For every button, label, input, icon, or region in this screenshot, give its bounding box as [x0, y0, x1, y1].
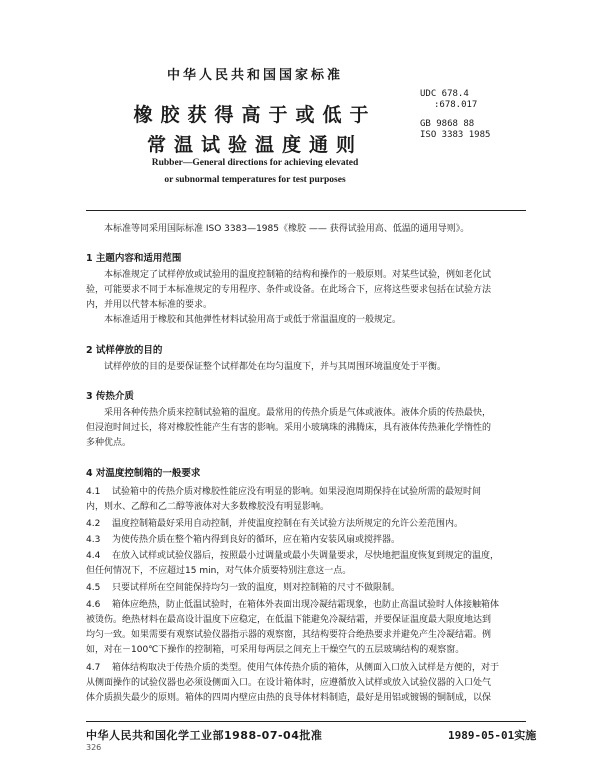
approval-line: 中华人民共和国化学工业部1988-07-04批准	[86, 729, 323, 742]
clause-line	[86, 581, 531, 596]
section-2-paragraph: 试样停放的目的是要保证整个试样都处在均匀温度下，并与其周围环境温度处于平衡。	[104, 362, 447, 372]
section-1-heading: 1 主题内容和适用范围	[86, 253, 182, 264]
clause-text: 只要试样所在空间能保持均匀一致的温度，则对控制箱的尺寸不做限制。	[112, 583, 401, 593]
section-2-heading: 2 试样停放的目的	[86, 345, 163, 356]
section-3-paragraph	[86, 406, 526, 451]
clause-line	[86, 533, 531, 548]
text-line: 验，可能要求不同于本标准规定的专用程序、条件或设备。在此场合下，应将这些要求包括在试验方法	[86, 285, 492, 295]
clause-line: 内，则水、乙醇和乙二醇等液体对大多数橡胶没有明显影响。	[86, 502, 330, 512]
text-line: 采用各种传热介质来控制试验箱的温度。最常用的传热介质是气体或液体。液体介质的传热最快，	[104, 408, 492, 418]
clause-line: 被烫伤。绝热材料在最高设计温度下应稳定，在低温下能避免冷凝结霜，并要保证温度最大限度地达到	[86, 615, 492, 625]
page-number: 326	[86, 743, 102, 752]
standard-title: 中华人民共和国国家标准	[166, 68, 343, 83]
section-1-paragraph-2: 本标准适用于橡胶和其他弹性材料试验用高于或低于常温温度的一般规定。	[104, 315, 402, 325]
clause-4-3	[86, 533, 531, 548]
clause-number: 4.7	[86, 663, 101, 673]
clause-line	[86, 517, 531, 532]
clause-number: 4.5	[86, 583, 101, 593]
clause-line: 但任何情况下，不应超过15 min，对气体介质要特别注意这一点。	[86, 566, 352, 576]
clause-4-4	[86, 549, 531, 579]
text-line: 内，并用以代替本标准的要求。	[86, 300, 213, 310]
clause-line: 体介质损失最少的原则。箱体的四周内壁应由热的良导体材料制造，最好是用铝或镀锡的铜制成，以保	[86, 693, 492, 703]
udc-code-continued: :678.017	[434, 100, 478, 110]
udc-code: UDC 678.4	[420, 89, 469, 99]
clause-number: 4.3	[86, 535, 101, 545]
section-3-heading: 3 传热介质	[86, 391, 134, 402]
english-title-line1: Rubber—General directions for achieving elevated	[151, 158, 359, 168]
clause-line: 如，对在－100℃下操作的控制箱，可采用每两层之间充上干燥空气的五层玻璃结构的观察窗。	[86, 645, 465, 655]
clause-text: 在放入试样或试验仪器后，按照最小过调量或最小失调量要求，尽快地把温度恢复到规定的温度，	[112, 551, 500, 561]
english-title-line2: or subnormal temperatures for test purposes	[164, 175, 346, 185]
intro-paragraph: 本标准等同采用国际标准 ISO 3383—1985《橡胶 —— 获得试验用高、低温的通用导则》。	[104, 224, 470, 234]
clause-text: 箱体应绝热，防止低温试验时，在箱体外表面出现冷凝结霜现象，也防止高温试验时人体接触箱体	[112, 600, 500, 610]
clause-text: 箱体结构取决于传热介质的类型。使用气体传热介质的箱体，从侧面入口放入试样是方便的，对于	[112, 663, 500, 673]
clause-line: 从侧面操作的试验仪器也必须设侧面入口。在设计箱体时，应遵循放入试样或放入试验仪器的入口处气	[86, 678, 492, 688]
clause-4-7	[86, 661, 531, 706]
text-line: 但浸泡时间过长，将对橡胶性能产生有害的影响。采用小玻璃珠的沸腾床，具有液体传热兼化学惰性的	[86, 423, 492, 433]
clause-number: 4.2	[86, 519, 101, 529]
clause-4-1	[86, 485, 531, 515]
clause-line	[86, 661, 531, 676]
header-rule	[86, 210, 526, 211]
clause-4-6	[86, 598, 531, 658]
clause-4-2	[86, 517, 531, 532]
clause-number: 4.4	[86, 551, 101, 561]
iso-code: ISO 3383 1985	[420, 130, 491, 140]
clause-4-5	[86, 581, 531, 596]
text-line: 本标准规定了试样停放或试验用的温度控制箱的结构和操作的一般原则。对某些试验，例如老化试	[104, 270, 492, 280]
document-title-line2: 常温试验温度通则	[146, 134, 363, 156]
clause-number: 4.1	[86, 487, 101, 497]
clause-line	[86, 485, 531, 500]
clause-number: 4.6	[86, 600, 101, 610]
clause-text: 为使传热介质在整个箱内得到良好的循环，应在箱内安装风扇或搅拌器。	[112, 535, 401, 545]
clause-text: 温度控制箱最好采用自动控制，并使温度控制在有关试验方法所规定的允许公差范围内。	[112, 519, 464, 529]
document-title-line1: 橡胶获得高于或低于	[133, 104, 377, 126]
text-line: 多种优点。	[86, 438, 132, 448]
footer-rule	[86, 721, 526, 722]
section-1-paragraph-1	[86, 268, 526, 313]
gb-code: GB 9868 88	[420, 119, 475, 129]
clause-line	[86, 549, 531, 564]
effective-date: 1989-05-01实施	[448, 729, 537, 742]
clause-line	[86, 598, 531, 613]
clause-text: 试验箱中的传热介质对橡胶性能应没有明显的影响。如果浸泡周期保持在试验所需的最短时间	[112, 487, 482, 497]
clause-line: 均匀一致。如果需要有观察试验仪器指示器的观察窗，其结构要符合绝热要求并避免产生冷凝结霜。例	[86, 630, 492, 640]
section-4-heading: 4 对温度控制箱的一般要求	[86, 468, 201, 479]
